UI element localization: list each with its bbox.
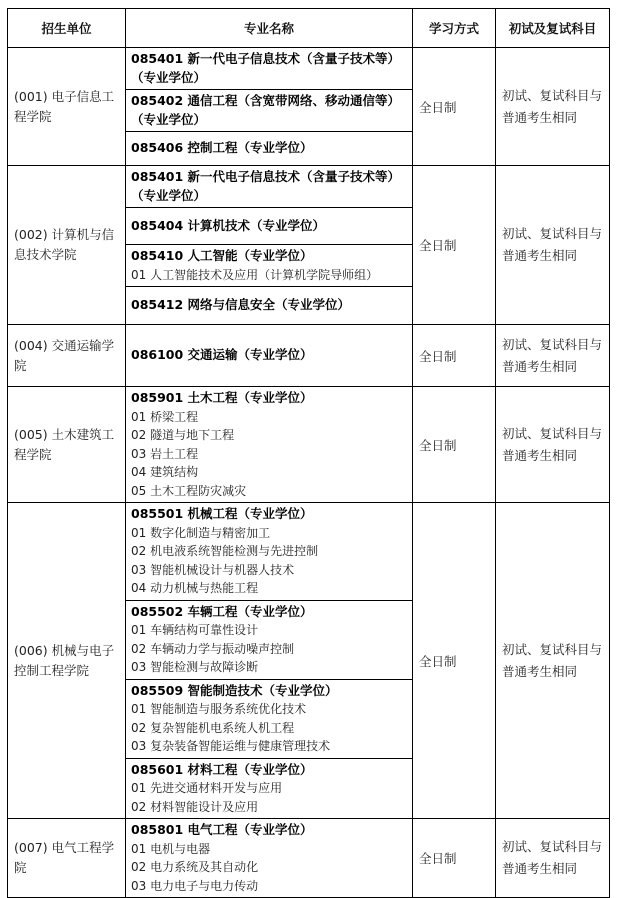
major-cell — [126, 90, 413, 132]
table-row — [8, 48, 610, 90]
research-direction: 03 复杂装备智能运维与健康管理技术 — [131, 739, 331, 753]
study-mode-cell: 全日制 — [413, 387, 496, 503]
table-row — [8, 387, 610, 503]
research-direction: 01 智能制造与服务系统优化技术 — [131, 702, 307, 716]
major-cell — [126, 166, 413, 208]
exam-subjects-cell: 初试、复试科目与普通考生相同 — [496, 819, 610, 898]
major-cell — [126, 758, 413, 819]
research-direction: 04 建筑结构 — [131, 465, 199, 479]
major-title: 085509 智能制造技术（专业学位） — [131, 682, 338, 698]
research-direction: 01 电机与电器 — [131, 841, 211, 856]
major-title: 085502 车辆工程（专业学位） — [131, 603, 313, 619]
research-direction: 02 电力系统及其自动化 — [131, 860, 259, 874]
research-direction: 03 智能机械设计与机器人技术 — [131, 562, 295, 577]
study-mode-cell: 全日制 — [413, 503, 496, 819]
research-direction: 04 动力机械与热能工程 — [131, 581, 259, 595]
research-direction: 02 机电液系统智能检测与先进控制 — [131, 544, 319, 558]
unit-cell: (005) 土木建筑工程学院 — [8, 387, 126, 503]
research-direction: 02 隧道与地下工程 — [131, 428, 235, 442]
major-title: 085406 控制工程（专业学位） — [131, 140, 313, 156]
research-direction: 01 车辆结构可靠性设计 — [131, 623, 259, 637]
major-cell — [126, 208, 413, 245]
header-exam: 初试及复试科目 — [496, 9, 610, 48]
table-row — [8, 325, 610, 387]
research-direction: 03 电力电子与电力传动 — [131, 878, 259, 893]
major-title: 085404 计算机技术（专业学位） — [131, 217, 326, 233]
exam-subjects-cell: 初试、复试科目与普通考生相同 — [496, 166, 610, 325]
major-title: 085402 通信工程（含宽带网络、移动通信等）（专业学位） — [131, 93, 401, 127]
table-row — [8, 503, 610, 601]
research-direction: 01 先进交通材料开发与应用 — [131, 781, 283, 795]
major-cell — [126, 679, 413, 758]
major-cell — [126, 387, 413, 503]
table-row — [8, 166, 610, 208]
research-direction: 03 岩土工程 — [131, 446, 199, 461]
major-title: 085901 土木工程（专业学位） — [131, 390, 313, 405]
table-body — [8, 48, 610, 898]
major-title: 085501 机械工程（专业学位） — [131, 506, 313, 521]
admission-table — [7, 8, 610, 898]
exam-subjects-cell: 初试、复试科目与普通考生相同 — [496, 325, 610, 387]
major-title: 085410 人工智能（专业学位） — [131, 248, 313, 263]
research-direction: 02 材料智能设计及应用 — [131, 799, 259, 814]
major-cell — [126, 132, 413, 166]
header-mode: 学习方式 — [413, 9, 496, 48]
major-cell — [126, 819, 413, 898]
study-mode-cell: 全日制 — [413, 48, 496, 166]
unit-cell: (004) 交通运输学院 — [8, 325, 126, 387]
research-direction: 02 复杂智能机电系统人机工程 — [131, 720, 295, 735]
unit-cell: (006) 机械与电子控制工程学院 — [8, 503, 126, 819]
major-cell — [126, 600, 413, 679]
research-direction: 01 桥梁工程 — [131, 409, 199, 424]
major-cell — [126, 287, 413, 325]
research-direction: 05 土木工程防灾减灾 — [131, 483, 247, 498]
unit-cell: (002) 计算机与信息技术学院 — [8, 166, 126, 325]
study-mode-cell: 全日制 — [413, 325, 496, 387]
major-title: 085801 电气工程（专业学位） — [131, 822, 313, 837]
research-direction: 01 人工智能技术及应用（计算机学院导师组） — [131, 267, 379, 282]
study-mode-cell: 全日制 — [413, 166, 496, 325]
header-row — [8, 9, 610, 48]
major-title: 085401 新一代电子信息技术（含量子技术等）（专业学位） — [131, 169, 401, 203]
unit-cell: (001) 电子信息工程学院 — [8, 48, 126, 166]
exam-subjects-cell: 初试、复试科目与普通考生相同 — [496, 48, 610, 166]
study-mode-cell: 全日制 — [413, 819, 496, 898]
major-title: 086100 交通运输（专业学位） — [131, 347, 313, 363]
major-title: 085401 新一代电子信息技术（含量子技术等）（专业学位） — [131, 51, 401, 85]
research-direction: 02 车辆动力学与振动噪声控制 — [131, 641, 295, 656]
table-row — [8, 819, 610, 898]
exam-subjects-cell: 初试、复试科目与普通考生相同 — [496, 503, 610, 819]
major-cell — [126, 503, 413, 601]
major-cell — [126, 245, 413, 287]
research-direction: 03 智能检测与故障诊断 — [131, 660, 259, 674]
header-major: 专业名称 — [126, 9, 413, 48]
research-direction: 01 数字化制造与精密加工 — [131, 525, 271, 540]
major-cell — [126, 325, 413, 387]
major-title: 085412 网络与信息安全（专业学位） — [131, 297, 351, 313]
header-unit: 招生单位 — [8, 9, 126, 48]
major-title: 085601 材料工程（专业学位） — [131, 761, 313, 777]
exam-subjects-cell: 初试、复试科目与普通考生相同 — [496, 387, 610, 503]
unit-cell: (007) 电气工程学院 — [8, 819, 126, 898]
major-cell — [126, 48, 413, 90]
